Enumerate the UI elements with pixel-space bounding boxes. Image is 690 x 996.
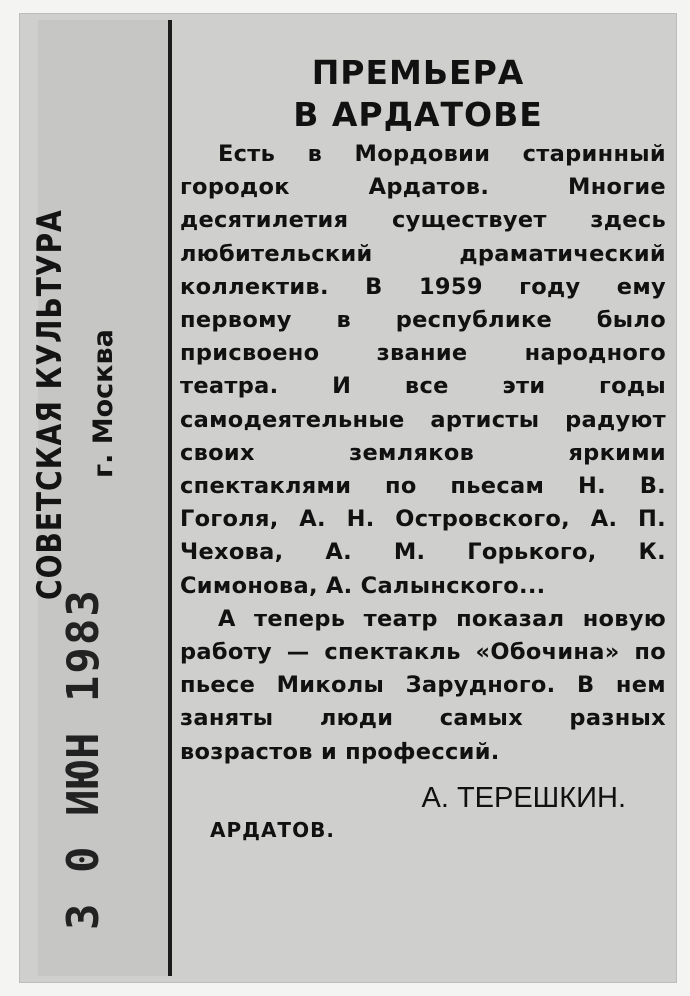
- article-author: А. ТЕРЕШКИН.: [421, 781, 626, 814]
- article-paragraph-1: Есть в Мордовии старинный городок Ардатов. Многие десятилетия существует здесь любительский драматический коллектив. В 1959 году ему первому в республике было присвоено звание народного театра. И все эти годы самодеятельные артисты радуют своих земляков яркими спектаклями по пьесам Н. В. Гоголя, А. Н. Островского, А. П. Чехова, А. М. Горького, К. Симонова, А. Салынского...: [180, 141, 666, 599]
- article-title-line-1: ПРЕМЬЕРА: [311, 53, 525, 92]
- stamp-city: г. Москва: [88, 329, 119, 478]
- clipping-divider-line: [168, 20, 172, 976]
- article-paragraph-2: А теперь театр показал новую работу — спектакль «Обочина» по пьесе Миколы Зарудного. В нем заняты люди самых разных возрастов и профессий.: [180, 605, 666, 765]
- article-body: [180, 138, 666, 769]
- article-place: АРДАТОВ.: [210, 817, 335, 842]
- article-title-line-2: В АРДАТОВЕ: [293, 95, 543, 134]
- stamp-newspaper-name: СОВЕТСКАЯ КУЛЬТУРА: [30, 209, 70, 600]
- article: [180, 52, 666, 843]
- article-title: [180, 52, 656, 136]
- stamp-date: 3 0 ИЮН 1983: [58, 588, 109, 930]
